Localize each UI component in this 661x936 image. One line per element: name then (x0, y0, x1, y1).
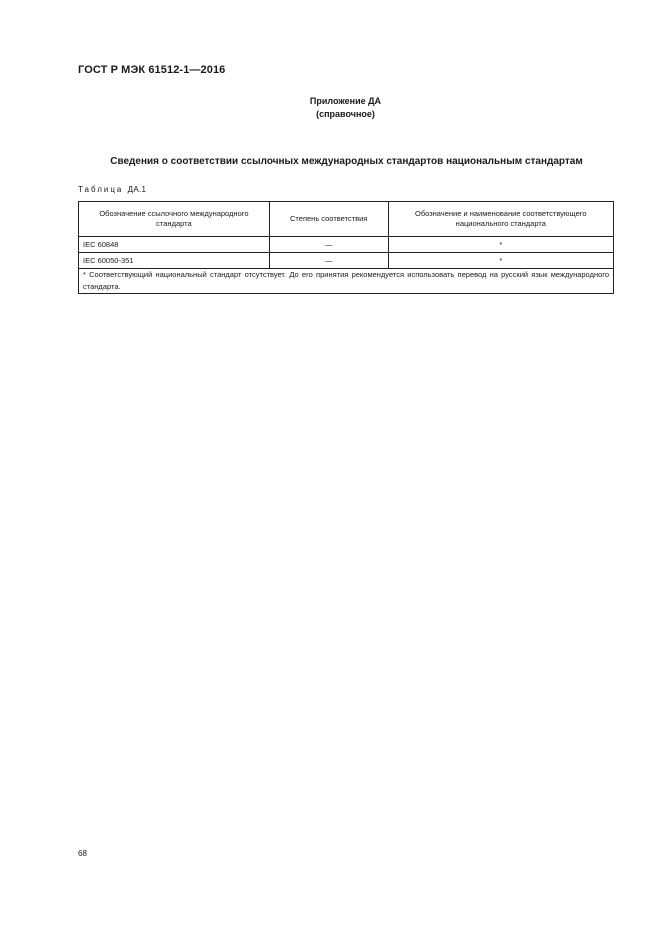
table-header-row (79, 202, 614, 237)
cell-degree: — (269, 237, 388, 253)
table-label-number: ДА.1 (127, 185, 147, 194)
cell-standard: IEC 60848 (79, 237, 270, 253)
table-row (79, 237, 614, 253)
column-header-degree: Степень соответствия (269, 202, 388, 237)
cell-national: * (388, 237, 613, 253)
cell-national: * (388, 253, 613, 269)
cell-standard: IEC 60050-351 (79, 253, 270, 269)
table-label (78, 185, 146, 194)
cell-degree: — (269, 253, 388, 269)
column-header-standard: Обозначение ссылочного международного стандарта (79, 202, 270, 237)
column-header-national: Обозначение и наименование соответствующего национального стандарта (388, 202, 613, 237)
table-footnote-row (79, 269, 614, 294)
section-title: Сведения о соответствии ссылочных международных стандартов национальным стандартам (110, 156, 583, 167)
table-row (79, 253, 614, 269)
appendix-title: Приложение ДА (309, 96, 382, 106)
appendix-heading (0, 95, 661, 121)
page-number: 68 (78, 849, 87, 858)
reference-table (78, 201, 614, 294)
table-label-prefix: Таблица (78, 185, 124, 194)
table-footnote: * Соответствующий национальный стандарт отсутствует. До его принятия рекомендуется использовать перевод на русский язык международного стандарта. (79, 269, 614, 294)
appendix-subtitle: (справочное) (316, 109, 375, 119)
document-header: ГОСТ Р МЭК 61512-1—2016 (78, 64, 226, 76)
